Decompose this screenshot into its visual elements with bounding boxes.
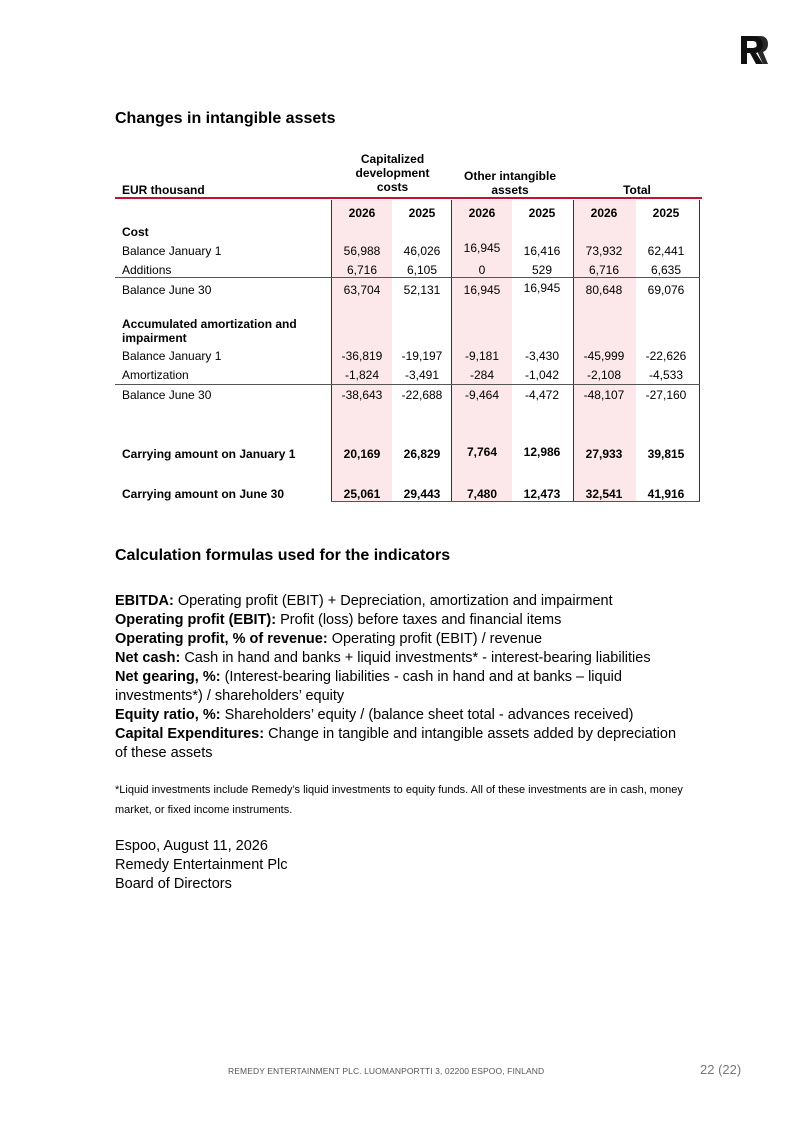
year-header: 2026: [590, 206, 618, 220]
table-cell: 73,932: [585, 244, 623, 258]
company-name: Remedy Entertainment Plc: [115, 857, 288, 873]
table-cell: -4,533: [648, 368, 684, 382]
section-title-intangible-assets: Changes in intangible assets: [115, 110, 336, 127]
table-cell: -19,197: [401, 349, 443, 363]
table-cell: 27,933: [585, 447, 623, 461]
table-cell: -22,688: [401, 388, 443, 402]
board-name: Board of Directors: [115, 876, 232, 892]
table-cell: -3,491: [404, 368, 440, 382]
formula-definition: Operating profit (EBIT) / revenue: [331, 631, 543, 647]
table-cell: 7,480: [466, 487, 498, 501]
table-cell: 62,441: [647, 244, 685, 258]
header-divider: [115, 197, 702, 199]
table-cell: 6,716: [588, 263, 620, 277]
row-divider: [115, 277, 700, 278]
table-cell: 12,986: [523, 445, 561, 459]
table-cell: 16,945: [463, 241, 501, 255]
currency-label: EUR thousand: [122, 183, 205, 197]
row-label-carrying-jan: Carrying amount on January 1: [122, 447, 296, 461]
table-cell: 41,916: [647, 487, 685, 501]
table-cell: 0: [478, 263, 486, 277]
formula-term: Net gearing, %:: [115, 669, 221, 685]
table-cell: 29,443: [403, 487, 441, 501]
table-cell: -2,108: [586, 368, 622, 382]
table-cell: 52,131: [403, 283, 441, 297]
table-cell: 7,764: [466, 445, 498, 459]
group-header-other-intangible-assets: Other intangible assets: [463, 169, 556, 197]
table-cell: -1,042: [524, 368, 560, 382]
formula-item: [115, 630, 685, 649]
formula-item: [115, 706, 685, 725]
formula-term: Equity ratio, %:: [115, 707, 221, 723]
formula-item: [115, 649, 685, 668]
group-header-capitalized-development-costs: Capitalized development costs: [355, 152, 430, 194]
table-cell: 6,105: [406, 263, 438, 277]
table-cell: 6,635: [650, 263, 682, 277]
formula-definition: (Interest-bearing liabilities - cash in hand and at banks – liquid investments*) / shareholders’ equity: [115, 669, 622, 704]
table-cell: 56,988: [343, 244, 381, 258]
table-cell: -27,160: [645, 388, 687, 402]
footer-address: REMEDY ENTERTAINMENT PLC. LUOMANPORTTI 3, 02200 ESPOO, FINLAND: [228, 1066, 545, 1076]
table-cell: 32,541: [585, 487, 623, 501]
formula-term: EBITDA:: [115, 593, 174, 609]
row-label: Balance January 1: [122, 244, 222, 258]
table-cell: 25,061: [343, 487, 381, 501]
table-cell: 39,815: [647, 447, 685, 461]
row-divider: [115, 384, 700, 385]
row-label: Balance January 1: [122, 349, 222, 363]
year-header: 2025: [408, 206, 436, 220]
intangible-assets-table: [115, 150, 700, 510]
table-cell: 16,945: [523, 281, 561, 295]
table-cell: 6,716: [346, 263, 378, 277]
table-cell: 80,648: [585, 283, 623, 297]
table-cell: -36,819: [341, 349, 383, 363]
section-title-formulas: Calculation formulas used for the indicators: [115, 547, 451, 564]
table-cell: 16,416: [523, 244, 561, 258]
table-cell: -4,472: [524, 388, 560, 402]
table-cell: -3,430: [524, 349, 560, 363]
table-cell: 63,704: [343, 283, 381, 297]
table-cell: 69,076: [647, 283, 685, 297]
remedy-logo-icon: [739, 34, 769, 66]
formula-definition: Profit (loss) before taxes and financial items: [280, 612, 562, 628]
formula-term: Capital Expenditures:: [115, 726, 265, 742]
table-cell: 16,945: [463, 283, 501, 297]
column-divider: [699, 200, 700, 502]
signature-block: [115, 837, 287, 894]
row-label: Amortization: [122, 368, 189, 382]
row-label-accumulated: Accumulated amortization and impairment: [122, 317, 297, 345]
formula-definition: Operating profit (EBIT) + Depreciation, amortization and impairment: [177, 593, 613, 609]
formula-item: [115, 668, 685, 706]
formula-item: [115, 725, 685, 763]
table-cell: -284: [469, 368, 495, 382]
formula-term: Operating profit, % of revenue:: [115, 631, 328, 647]
formula-definition: Shareholders’ equity / (balance sheet total - advances received): [224, 707, 634, 723]
year-header: 2026: [348, 206, 376, 220]
row-label: Additions: [122, 263, 172, 277]
table-cell: -22,626: [645, 349, 687, 363]
table-cell: 12,473: [523, 487, 561, 501]
table-cell: -48,107: [583, 388, 625, 402]
place-date: Espoo, August 11, 2026: [115, 838, 268, 854]
table-cell: -9,464: [464, 388, 500, 402]
formula-definition: Change in tangible and intangible assets added by depreciation of these assets: [115, 726, 677, 761]
table-cell: 46,026: [403, 244, 441, 258]
row-label-cost: Cost: [122, 225, 149, 239]
row-label: Balance June 30: [122, 283, 212, 297]
formula-definition: Cash in hand and banks + liquid investments* - interest-bearing liabilities: [184, 650, 651, 666]
footnote: *Liquid investments include Remedy’s liquid investments to equity funds. All of these investments are in cash, money market, or fixed income instruments.: [115, 784, 683, 816]
page-number: 22 (22): [700, 1062, 742, 1077]
year-header: 2026: [468, 206, 496, 220]
formula-list: [115, 592, 685, 763]
formula-term: Net cash:: [115, 650, 181, 666]
table-cell: -38,643: [341, 388, 383, 402]
formula-item: [115, 592, 685, 611]
row-label-carrying-jun: Carrying amount on June 30: [122, 487, 285, 501]
year-header: 2025: [528, 206, 556, 220]
group-header-total: Total: [623, 183, 651, 197]
table-cell: -9,181: [464, 349, 500, 363]
table-cell: 26,829: [403, 447, 441, 461]
table-cell: 529: [531, 263, 553, 277]
year-header: 2025: [652, 206, 680, 220]
row-label: Balance June 30: [122, 388, 212, 402]
table-cell: 20,169: [343, 447, 381, 461]
table-cell: -45,999: [583, 349, 625, 363]
formula-term: Operating profit (EBIT):: [115, 612, 277, 628]
row-divider: [331, 501, 700, 502]
formula-item: [115, 611, 685, 630]
table-cell: -1,824: [344, 368, 380, 382]
